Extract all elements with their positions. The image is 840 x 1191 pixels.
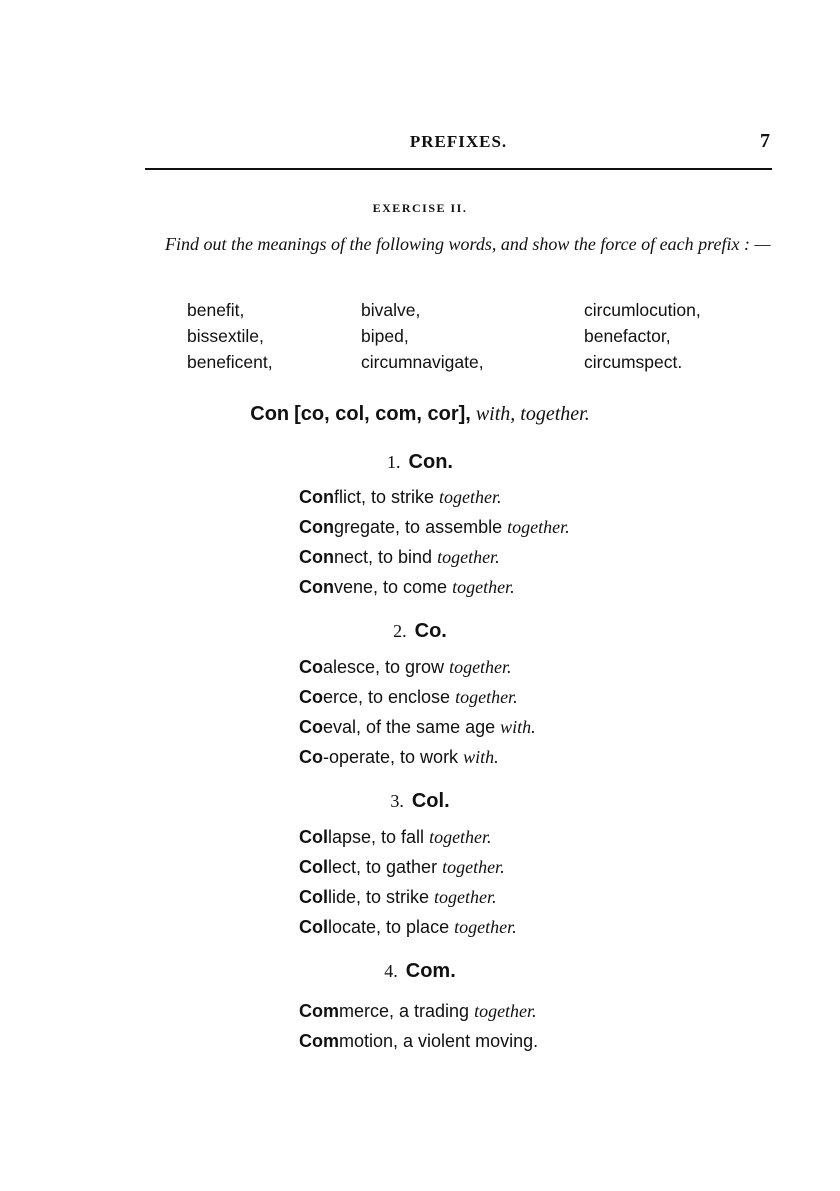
list-item: Connect, to bind together. [299, 547, 500, 567]
word: circumspect. [584, 352, 683, 372]
section-prefix: Con [250, 403, 290, 425]
group-heading [0, 790, 840, 813]
word: circumlocution, [584, 300, 701, 320]
page-header [145, 132, 772, 158]
exercise-instructions: Find out the meanings of the following words, and show the force of each prefix : — [165, 234, 771, 254]
word: bissextile, [187, 326, 264, 346]
word: bivalve, [361, 300, 421, 320]
group-heading [0, 451, 840, 474]
word: benefit, [187, 300, 245, 320]
group-prefix: Co. [414, 620, 447, 642]
group-number: 4. [384, 961, 398, 981]
running-title: PREFIXES. [409, 132, 508, 151]
list-item: Collide, to strike together. [299, 887, 497, 907]
list-item: Collocate, to place together. [299, 917, 517, 937]
group-heading [0, 960, 840, 983]
list-item: Collapse, to fall together. [299, 827, 492, 847]
group-heading [0, 620, 840, 643]
list-item: Coerce, to enclose together. [299, 687, 518, 707]
list-item: Collect, to gather together. [299, 857, 505, 877]
page-number: 7 [760, 130, 770, 152]
word-row [187, 326, 747, 352]
section-heading [0, 403, 840, 426]
word: benefactor, [584, 326, 671, 346]
group-prefix: Com. [405, 960, 456, 982]
group-entries [299, 482, 759, 602]
list-item: Commotion, a violent moving. [299, 1031, 539, 1051]
list-item: Conflict, to strike together. [299, 487, 502, 507]
list-item: Coeval, of the same age with. [299, 717, 536, 737]
group-prefix: Col. [411, 790, 450, 812]
group-entries [299, 822, 759, 942]
exercise-title: EXERCISE II. [372, 201, 468, 215]
group-prefix: Con. [408, 451, 453, 473]
group-entries [299, 996, 759, 1056]
header-rule [145, 168, 772, 170]
list-item: Co-operate, to work with. [299, 747, 499, 767]
list-item: Convene, to come together. [299, 577, 515, 597]
group-number: 2. [393, 621, 407, 641]
word-row [187, 300, 747, 326]
list-item: Commerce, a trading together. [299, 1001, 537, 1021]
word-row [187, 352, 747, 378]
word: circumnavigate, [361, 352, 484, 372]
group-number: 3. [390, 791, 404, 811]
group-number: 1. [387, 452, 401, 472]
list-item: Coalesce, to grow together. [299, 657, 512, 677]
group-entries [299, 652, 759, 772]
section-meaning: with, together. [475, 403, 590, 425]
word: beneficent, [187, 352, 273, 372]
exercise-word-list [187, 300, 747, 378]
word: biped, [361, 326, 409, 346]
section-variants: [co, col, com, cor], [294, 403, 471, 425]
list-item: Congregate, to assemble together. [299, 517, 570, 537]
